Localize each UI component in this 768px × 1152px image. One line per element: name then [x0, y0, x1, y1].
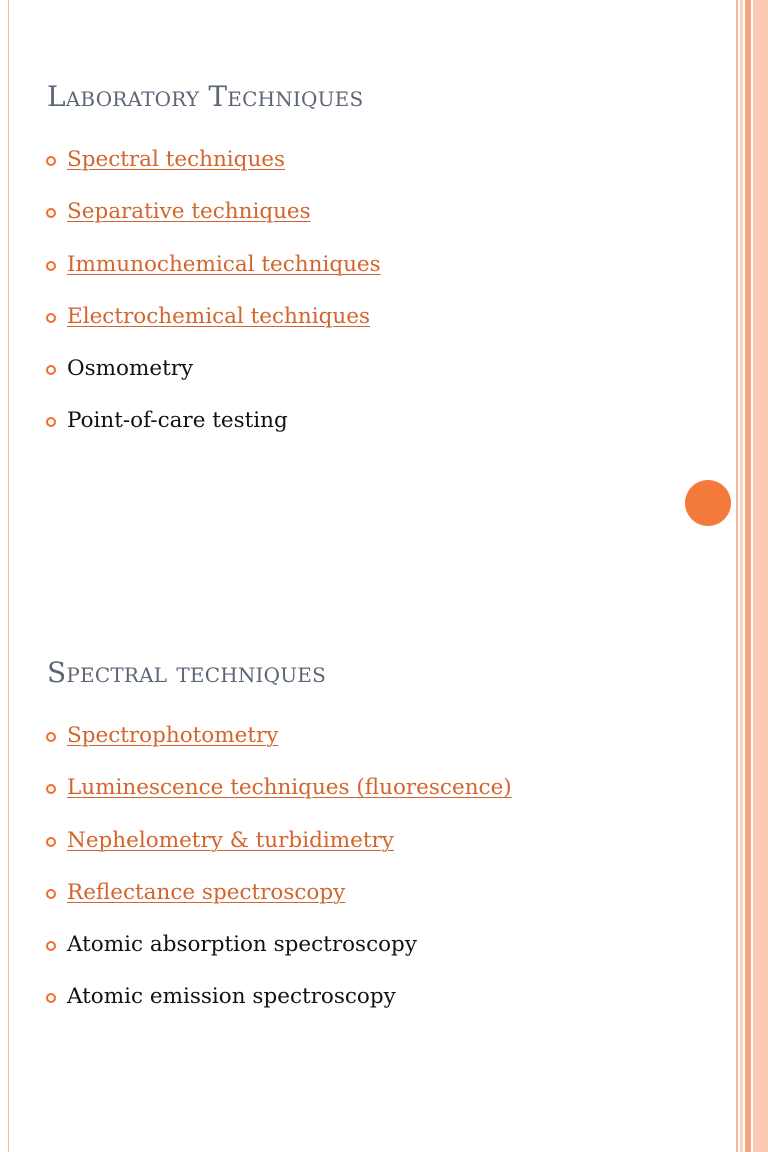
item-point-of-care-testing: Point-of-care testing [67, 408, 288, 434]
slide-title: Spectral techniques [47, 656, 327, 689]
hollow-circle-bullet-icon [46, 313, 56, 323]
hollow-circle-bullet-icon [46, 784, 56, 794]
link-spectral-techniques[interactable]: Spectral techniques [67, 147, 286, 172]
link-immunochemical-techniques[interactable]: Immunochemical techniques [67, 251, 381, 277]
bullet-list [46, 147, 381, 461]
slide-spectral-techniques [0, 576, 768, 1152]
list-item[interactable] [46, 304, 381, 356]
hollow-circle-bullet-icon [46, 261, 56, 271]
link-electrochemical-techniques[interactable]: Electrochemical techniques [67, 303, 370, 329]
slide-left-border [0, 0, 9, 576]
link-reflectance-spectroscopy[interactable]: Reflectance spectroscopy [67, 879, 346, 905]
decorative-stripe [745, 576, 751, 1152]
list-item[interactable] [46, 775, 512, 827]
hollow-circle-bullet-icon [46, 837, 56, 847]
decorative-stripe [740, 576, 743, 1152]
list-item [46, 408, 381, 460]
item-osmometry: Osmometry [67, 356, 194, 382]
link-nephelometry-turbidimetry[interactable]: Nephelometry & turbidimetry [67, 827, 394, 853]
slide-left-border [0, 576, 9, 1152]
hollow-circle-bullet-icon [46, 208, 56, 218]
decorative-stripe [740, 0, 743, 576]
link-separative-techniques[interactable]: Separative techniques [67, 199, 311, 225]
link-spectrophotometry[interactable]: Spectrophotometry [67, 723, 279, 748]
list-item[interactable] [46, 199, 381, 251]
link-luminescence-techniques[interactable]: Luminescence techniques (fluorescence) [67, 775, 512, 801]
list-item [46, 932, 512, 984]
decorative-stripe [753, 0, 768, 576]
hollow-circle-bullet-icon [46, 732, 56, 742]
list-item[interactable] [46, 147, 381, 199]
hollow-circle-bullet-icon [46, 417, 56, 427]
slide-title: Laboratory Techniques [47, 80, 364, 113]
decorative-stripe [745, 0, 751, 576]
hollow-circle-bullet-icon [46, 993, 56, 1003]
hollow-circle-bullet-icon [46, 941, 56, 951]
list-item[interactable] [46, 880, 512, 932]
item-atomic-absorption-spectroscopy: Atomic absorption spectroscopy [67, 932, 417, 958]
decorative-stripe [736, 0, 738, 576]
decorative-stripe [753, 576, 768, 1152]
list-item[interactable] [46, 252, 381, 304]
item-atomic-emission-spectroscopy: Atomic emission spectroscopy [67, 984, 396, 1010]
hollow-circle-bullet-icon [46, 365, 56, 375]
list-item [46, 984, 512, 1036]
bullet-list [46, 723, 512, 1037]
hollow-circle-bullet-icon [46, 156, 56, 166]
list-item[interactable] [46, 828, 512, 880]
orange-circle-icon [685, 480, 731, 526]
hollow-circle-bullet-icon [46, 889, 56, 899]
decorative-stripe [736, 576, 738, 1152]
list-item[interactable] [46, 723, 512, 775]
list-item [46, 356, 381, 408]
